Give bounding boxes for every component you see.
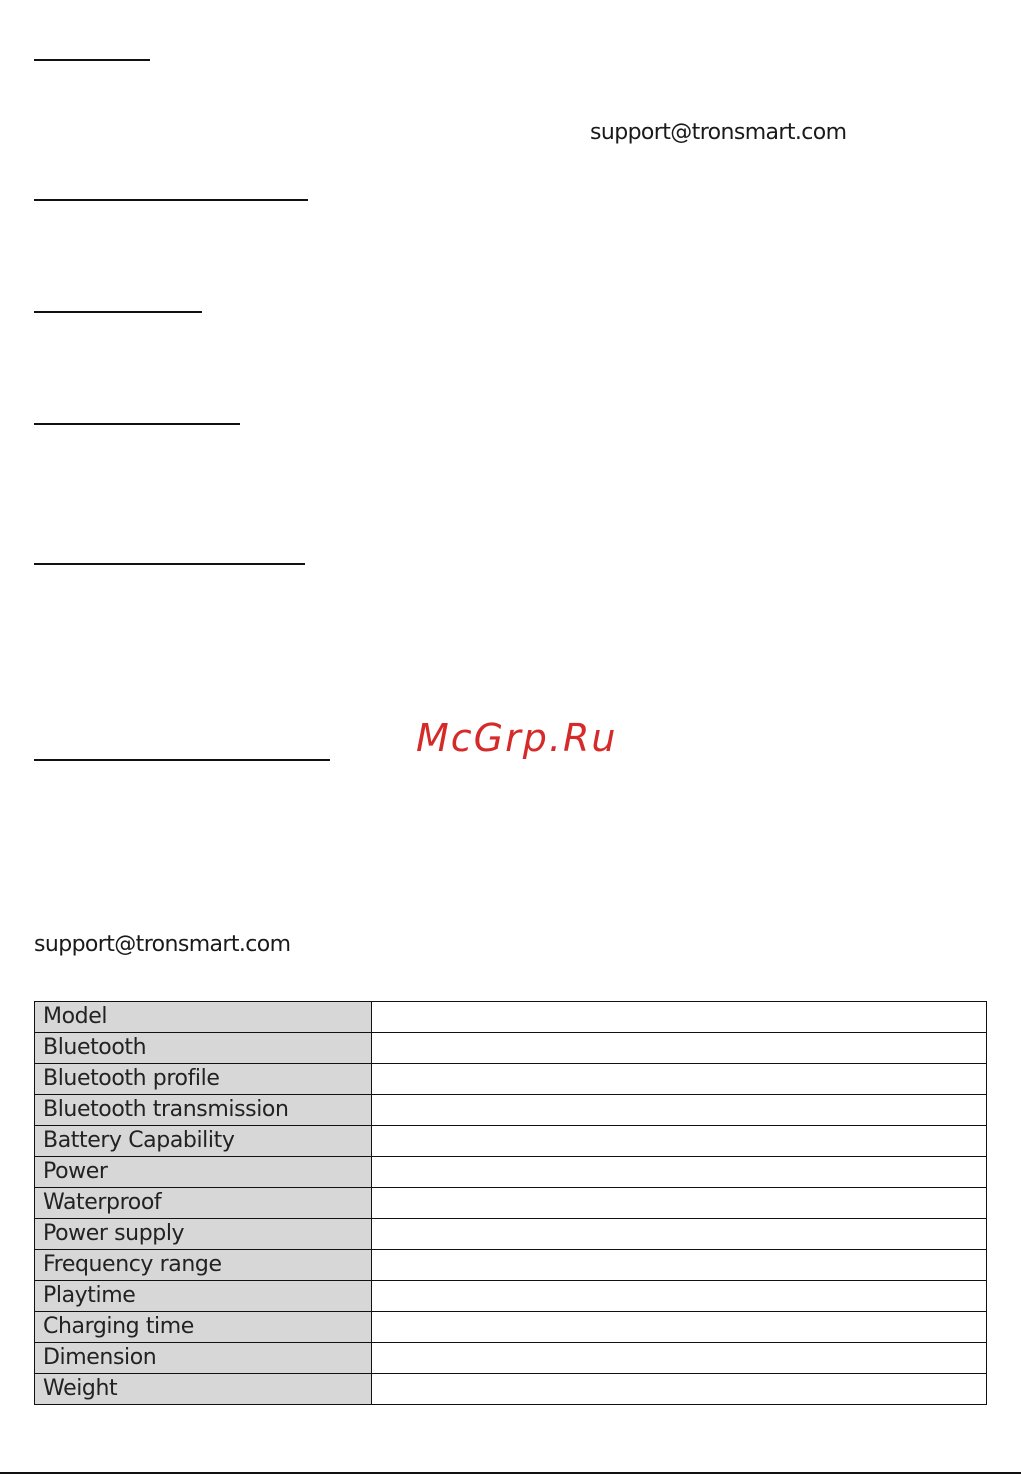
section-underline-2 [34,199,308,201]
spec-label: Weight [35,1374,372,1405]
support-email-link-bottom[interactable]: support@tronsmart.com [34,932,291,957]
spec-row [35,1250,987,1281]
spec-label: Model [35,1002,372,1033]
watermark-text: McGrp.Ru [416,716,618,760]
spec-value [372,1343,987,1374]
spec-label: Bluetooth [35,1033,372,1064]
spec-value [372,1157,987,1188]
spec-row [35,1312,987,1343]
spec-value [372,1126,987,1157]
section-underline-1 [34,59,150,61]
spec-value [372,1033,987,1064]
spec-label: Bluetooth transmission [35,1095,372,1126]
spec-row [35,1374,987,1405]
spec-label: Frequency range [35,1250,372,1281]
spec-value [372,1312,987,1343]
specifications-table [34,1001,987,1405]
spec-label: Charging time [35,1312,372,1343]
spec-value [372,1250,987,1281]
spec-value [372,1188,987,1219]
spec-value [372,1219,987,1250]
section-underline-6 [34,759,330,761]
spec-label: Power supply [35,1219,372,1250]
spec-row [35,1219,987,1250]
spec-row [35,1281,987,1312]
spec-label: Waterproof [35,1188,372,1219]
section-underline-4 [34,423,240,425]
spec-row [35,1033,987,1064]
section-underline-3 [34,311,202,313]
support-email-link-top[interactable]: support@tronsmart.com [590,120,847,145]
spec-row [35,1002,987,1033]
spec-label: Playtime [35,1281,372,1312]
page-bottom-divider [0,1472,1021,1474]
spec-value [372,1095,987,1126]
spec-label: Dimension [35,1343,372,1374]
spec-row [35,1188,987,1219]
spec-label: Power [35,1157,372,1188]
spec-value [372,1002,987,1033]
spec-value [372,1374,987,1405]
spec-row [35,1343,987,1374]
spec-row [35,1095,987,1126]
spec-row [35,1126,987,1157]
section-underline-5 [34,563,305,565]
spec-label: Battery Capability [35,1126,372,1157]
spec-value [372,1064,987,1095]
spec-label: Bluetooth profile [35,1064,372,1095]
spec-value [372,1281,987,1312]
spec-row [35,1064,987,1095]
spec-row [35,1157,987,1188]
